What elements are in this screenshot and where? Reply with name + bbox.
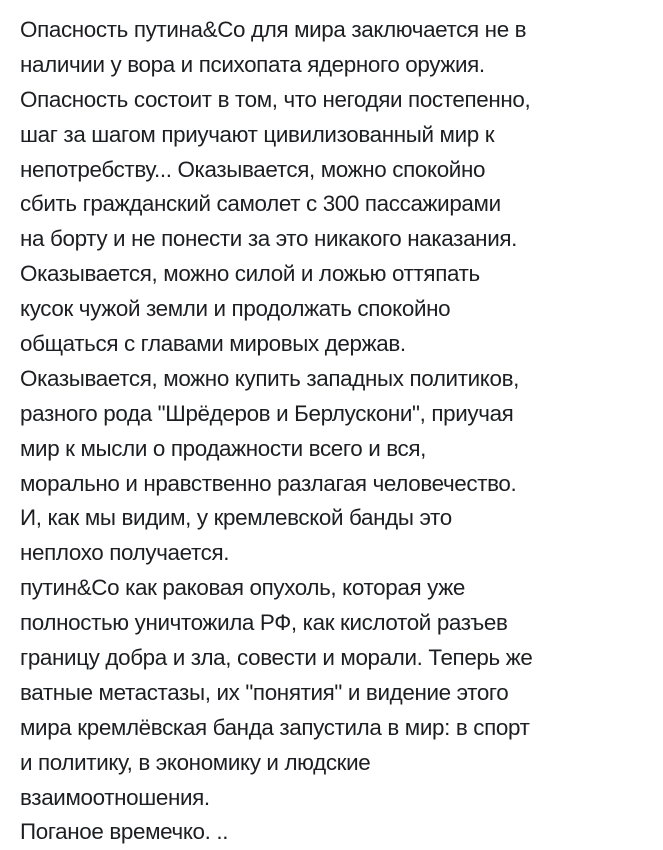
post-line: ватные метастазы, их "понятия" и видение этого [20, 679, 509, 705]
post-line: и политику, в экономику и людские [20, 749, 371, 775]
post-line: путин&Со как раковая опухоль, которая уже [20, 575, 465, 601]
post-line: Опасность состоит в том, что негодяи постепенно, [20, 86, 531, 112]
post-line: полностью уничтожила РФ, как кислотой разъев [20, 610, 508, 636]
post-line: общаться с главами мировых держав. [20, 331, 406, 357]
post-line: разного рода "Шрёдеров и Берлускони", приучая [20, 400, 514, 426]
post-line: на борту и не понести за это никакого наказания. [20, 226, 517, 252]
post-line: взаимоотношения. [20, 784, 210, 810]
post-text [20, 13, 653, 850]
post-line: Поганое времечко. .. [20, 819, 229, 845]
post-line: мира кремлёвская банда запустила в мир: в спорт [20, 714, 530, 740]
post-line: Опасность путина&Со для мира заключается не в [20, 17, 527, 42]
post-line: границу добра и зла, совести и морали. Теперь же [20, 645, 533, 671]
post-line: кусок чужой земли и продолжать спокойно [20, 296, 451, 322]
post-line: непотребству... Оказывается, можно спокойно [20, 156, 486, 182]
post-line: наличии у вора и психопата ядерного оружия. [20, 51, 485, 77]
post-line: Оказывается, можно купить западных политиков, [20, 365, 519, 391]
post-line: И, как мы видим, у кремлевской банды это [20, 505, 452, 531]
post-line: морально и нравственно разлагая человечество. [20, 470, 517, 496]
post-line: Оказывается, можно силой и ложью оттяпать [20, 261, 480, 287]
post-line: сбить гражданский самолет с 300 пассажирами [20, 191, 501, 217]
post-line: неплохо получается. [20, 540, 230, 566]
post-line: мир к мысли о продажности всего и вся, [20, 435, 427, 461]
post-line: шаг за шагом приучают цивилизованный мир к [20, 121, 495, 147]
